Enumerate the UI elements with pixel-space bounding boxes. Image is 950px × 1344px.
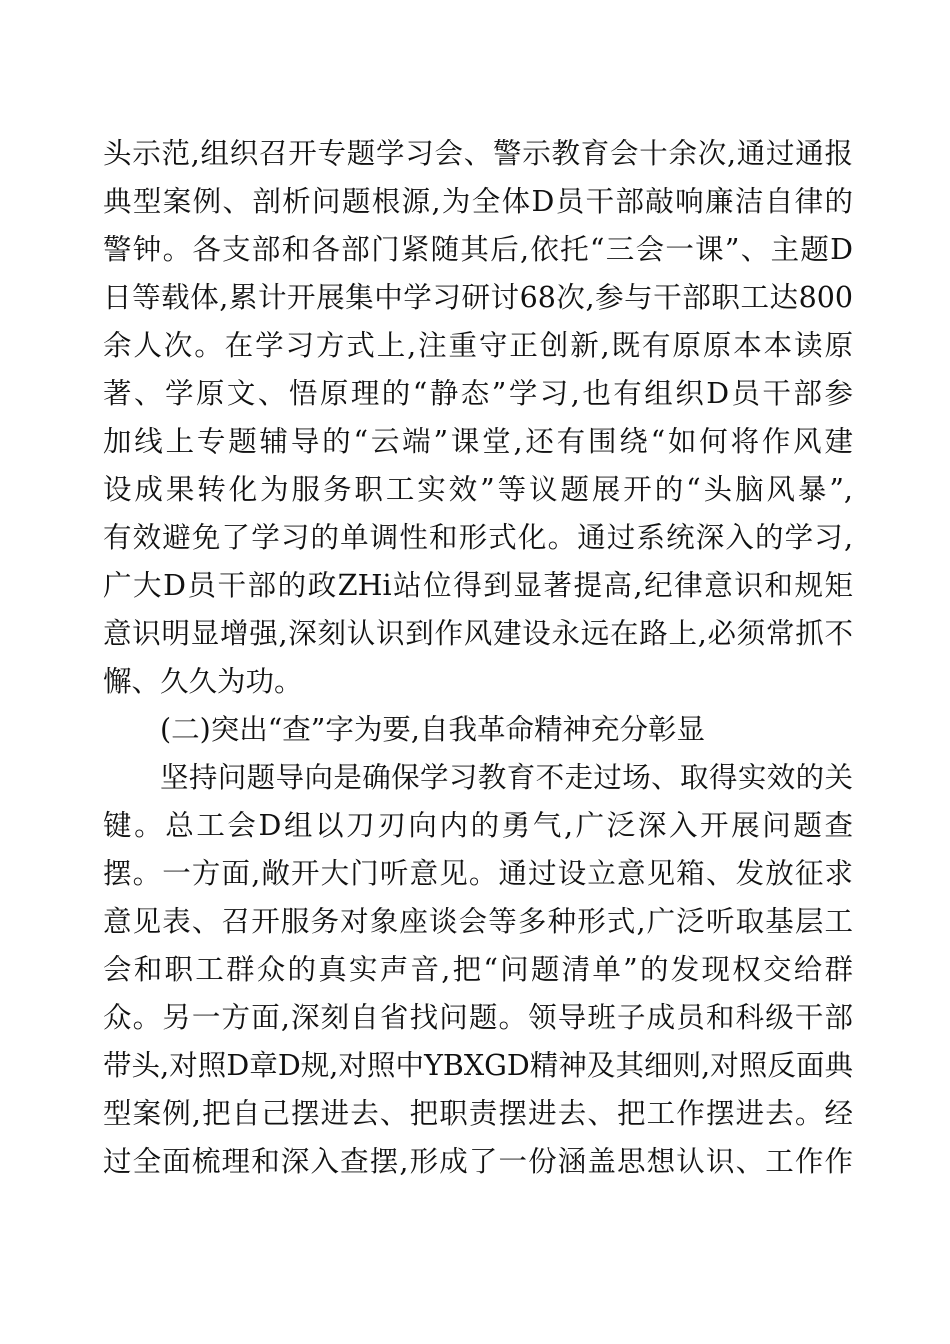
text-line: 会和职工群众的真实声音,把“问题清单”的发现权交给群 — [103, 953, 853, 986]
text-line: 摆。一方面,敞开大门听意见。通过设立意见箱、发放征求 — [103, 857, 853, 890]
paragraph-end-line: 懈、久久为功。 — [103, 665, 303, 698]
text-line: 余人次。在学习方式上,注重守正创新,既有原原本本读原 — [103, 329, 853, 362]
text-line: 有效避免了学习的单调性和形式化。通过系统深入的学习, — [103, 521, 853, 554]
text-line: 典型案例、剖析问题根源,为全体D员干部敲响廉洁自律的 — [103, 185, 853, 218]
text-line: 众。另一方面,深刻自省找问题。领导班子成员和科级干部 — [103, 1001, 853, 1034]
text-line: 警钟。各支部和各部门紧随其后,依托“三会一课”、主题D — [103, 233, 853, 266]
text-line: 意见表、召开服务对象座谈会等多种形式,广泛听取基层工 — [103, 905, 853, 938]
text-line: 广大D员干部的政ZHi站位得到显著提高,纪律意识和规矩 — [103, 569, 853, 602]
text-line: 型案例,把自己摆进去、把职责摆进去、把工作摆进去。经 — [103, 1097, 853, 1130]
paragraph-first-line: 坚持问题导向是确保学习教育不走过场、取得实效的关 — [160, 761, 853, 794]
text-line: 日等载体,累计开展集中学习研讨68次,参与干部职工达800 — [103, 281, 853, 314]
section-heading: (二)突出“查”字为要,自我革命精神充分彰显 — [160, 713, 705, 746]
text-line: 意识明显增强,深刻认识到作风建设永远在路上,必须常抓不 — [103, 617, 853, 650]
body-text — [103, 130, 853, 1186]
text-line: 加线上专题辅导的“云端”课堂,还有围绕“如何将作风建 — [103, 425, 853, 458]
text-line: 过全面梳理和深入查摆,形成了一份涵盖思想认识、工作作 — [103, 1145, 853, 1178]
text-line: 设成果转化为服务职工实效”等议题展开的“头脑风暴”, — [103, 473, 853, 506]
text-line: 带头,对照D章D规,对照中YBXGD精神及其细则,对照反面典 — [103, 1049, 853, 1082]
text-line: 头示范,组织召开专题学习会、警示教育会十余次,通过通报 — [103, 137, 853, 170]
text-line: 著、学原文、悟原理的“静态”学习,也有组织D员干部参 — [103, 377, 853, 410]
text-line: 键。总工会D组以刀刃向内的勇气,广泛深入开展问题查 — [103, 809, 853, 842]
